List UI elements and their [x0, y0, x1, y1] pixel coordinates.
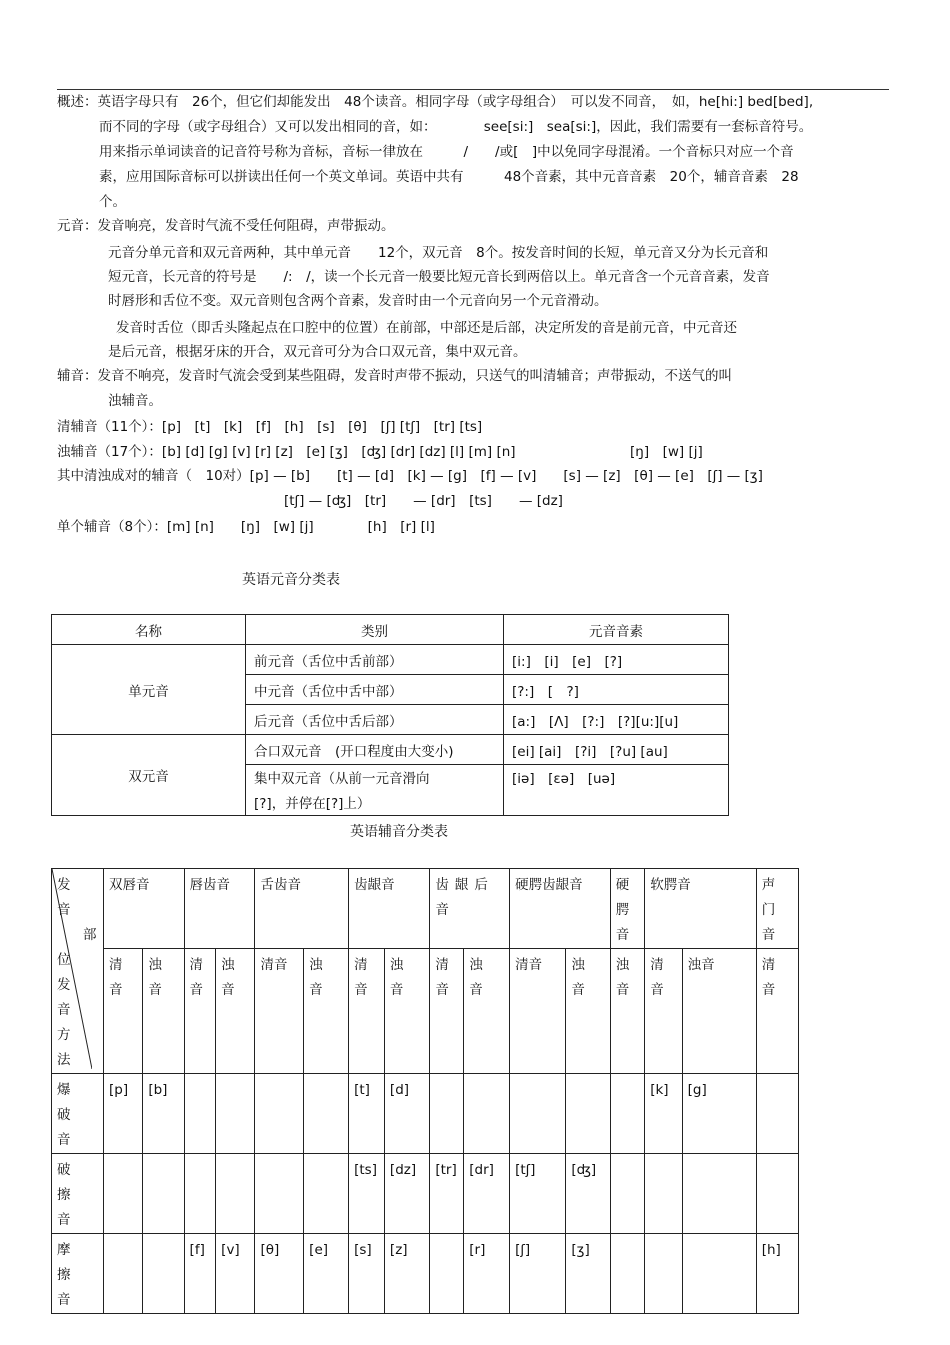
empty-cell: [216, 1074, 255, 1154]
plosive-t: [t]: [349, 1074, 385, 1154]
voicing-cell: [216, 949, 255, 1074]
overview-line-1: 概述：英语字母只有 26个，但它们却能发出 48个读音。相同字母（或字母组合） 可以发不同音， 如，he[hi:] bed[bed],: [57, 94, 814, 110]
voicing-cell: [430, 949, 464, 1074]
empty-cell: [255, 1074, 304, 1154]
place-palatal: [610, 869, 644, 949]
plosive-d: [d]: [384, 1074, 429, 1154]
voiceless-label: 清音: [435, 957, 449, 998]
empty-cell: [143, 1234, 184, 1314]
overview-line-4: 素，应用国际音标可以拼读出任何一个英文单词。英语中共有 48个音素，其中元音音素 20个，辅音音素 28: [99, 169, 799, 185]
fricative-v: [v]: [216, 1234, 255, 1314]
voiceless-consonants: 清辅音（11个）：[p] [t] [k] [f] [h] [s] [θ] [ʃ] [tʃ] [tr] [ts]: [57, 419, 483, 435]
vowel-phonemes-back: [a:] [Λ] [?:] [?][u:][u]: [504, 705, 729, 735]
empty-cell: [255, 1154, 304, 1234]
table-corner-header: [52, 869, 104, 1074]
plosive-b: [b]: [143, 1074, 184, 1154]
voiceless-label: 清音: [761, 957, 776, 998]
voiceless-label: 清音: [109, 957, 123, 998]
consonant-definition-cont: 浊辅音。: [108, 393, 162, 409]
voiced-label: 浊音: [309, 957, 323, 998]
empty-cell: [610, 1154, 644, 1234]
empty-cell: [430, 1074, 464, 1154]
plosive-p: [p]: [104, 1074, 143, 1154]
place-palatal-label: 硬腭音: [615, 877, 630, 943]
vowel-phonemes-front: [i:] [i] [e] [?]: [504, 645, 729, 675]
vowel-type-front: 前元音（舌位中舌前部）: [246, 645, 504, 675]
voiced-label: 浊音: [221, 957, 235, 998]
affricate-dzh: [ʤ]: [566, 1154, 610, 1234]
place-bilabial: 双唇音: [104, 869, 185, 949]
affricate-dr: [dr]: [464, 1154, 510, 1234]
place-postalveolar-label: 齿龈后音: [435, 877, 494, 918]
place-postalveolar: [430, 869, 510, 949]
vowel-header-name: 名称: [52, 615, 246, 645]
header-rule: [57, 89, 889, 90]
consonant-definition: 辅音：发音不响亮，发音时气流会受到某些阻碍，发音时声带不振动，只送气的叫清辅音；声带振动，不送气的叫: [57, 368, 732, 384]
empty-cell: [304, 1154, 349, 1234]
affricate-tsh: [tʃ]: [510, 1154, 566, 1234]
vowel-phonemes-closing: [ei] [ai] [?i] [?u] [au]: [504, 735, 729, 765]
empty-cell: [610, 1234, 644, 1314]
voiceless-label: 清音: [650, 957, 664, 998]
voicing-cell: [104, 949, 143, 1074]
paired-consonants-cont: [tʃ] — [ʤ] [tr] — [dr] [ts] — [dz]: [284, 493, 563, 509]
empty-cell: [143, 1154, 184, 1234]
empty-cell: [304, 1074, 349, 1154]
voiced-consonants-cont: [ŋ] [w] [j]: [630, 444, 703, 460]
empty-cell: [464, 1074, 510, 1154]
single-consonants: 单个辅音（8个）：[m] [n] [ŋ] [w] [j] [h] [r] [l]: [57, 519, 435, 535]
vowel-table: [51, 614, 729, 816]
empty-cell: [645, 1154, 682, 1234]
voiced-label: 浊音: [571, 957, 585, 998]
vowel-para-line-3: 时唇形和舌位不变。双元音则包含两个音素，发音时由一个元音向另一个元音滑动。: [108, 293, 608, 309]
empty-cell: [184, 1074, 216, 1154]
corner-place-label-2: 部: [83, 927, 97, 943]
vowel-type-central: 中元音（舌位中舌中部）: [246, 675, 504, 705]
single-vowel-label: 单元音: [52, 645, 246, 735]
empty-cell: [756, 1074, 798, 1154]
voicing-cell: [184, 949, 216, 1074]
fricative-r: [r]: [464, 1234, 510, 1314]
affricate-ts: [ts]: [349, 1154, 385, 1234]
voiceless-label: 清音: [354, 957, 368, 998]
vowel-phonemes-centering: [iə] [εə] [uə]: [504, 765, 729, 816]
affricate-tr: [tr]: [430, 1154, 464, 1234]
fricative-eth: [e]: [304, 1234, 349, 1314]
manner-cell: [52, 1154, 104, 1234]
double-vowel-label: 双元音: [52, 735, 246, 816]
voiced-label: 浊音: [615, 957, 630, 998]
consonant-table-title: 英语辅音分类表: [350, 824, 448, 840]
manner-cell: [52, 1074, 104, 1154]
voicing-cell: [610, 949, 644, 1074]
empty-cell: [184, 1154, 216, 1234]
fricative-f: [f]: [184, 1234, 216, 1314]
voiced-label: 浊音: [469, 957, 483, 998]
fricative-theta: [θ]: [255, 1234, 304, 1314]
place-glottal: [756, 869, 798, 949]
voiced-label: 浊音: [148, 957, 162, 998]
overview-line-3: 用来指示单词读音的记音符号称为音标，音标一律放在 / /或[ ]中以免同字母混淆。一个音标只对应一个音: [99, 144, 794, 160]
place-alveolar: 齿龈音: [349, 869, 430, 949]
corner-manner-label: 位发音方法: [57, 952, 71, 1068]
vowel-type-centering: [246, 765, 504, 816]
vowel-table-title: 英语元音分类表: [242, 572, 340, 588]
manner-fricative: 摩擦音: [57, 1242, 71, 1308]
empty-cell: [430, 1234, 464, 1314]
voicing-cell: [143, 949, 184, 1074]
corner-place-label: 发音: [57, 877, 71, 918]
voiced-label: 浊音: [389, 957, 404, 998]
voiceless-label: 清音: [510, 949, 566, 1074]
vowel-phonemes-central: [?:] [ ?]: [504, 675, 729, 705]
vowel-type-back: 后元音（舌位中舌后部）: [246, 705, 504, 735]
consonant-table: [51, 868, 799, 1314]
voicing-cell: [645, 949, 682, 1074]
empty-cell: [104, 1154, 143, 1234]
overview-line-2: 而不同的字母（或字母组合）又可以发出相同的音，如： see[si:] sea[si:]，因此，我们需要有一套标音符号。: [99, 119, 813, 135]
fricative-s: [s]: [349, 1234, 385, 1314]
place-glottal-label: 声门音: [761, 877, 776, 943]
voiced-label: 浊音: [682, 949, 756, 1074]
vowel-header-phonemes: 元音音素: [504, 615, 729, 645]
empty-cell: [510, 1074, 566, 1154]
overview-line-5: 个。: [99, 194, 126, 210]
vowel-para-line-4: 发音时舌位（即舌头隆起点在口腔中的位置）在前部，中部还是后部，决定所发的音是前元音，中元音还: [116, 320, 737, 336]
empty-cell: [566, 1074, 610, 1154]
empty-cell: [682, 1154, 756, 1234]
place-palato-alveolar: 硬腭齿龈音: [510, 869, 611, 949]
manner-affricate: 破擦音: [57, 1162, 71, 1228]
voicing-cell: [756, 949, 798, 1074]
voicing-cell: [566, 949, 610, 1074]
corner-diagonal-line: [52, 869, 92, 1069]
affricate-dz: [dz]: [384, 1154, 429, 1234]
voicing-cell: [304, 949, 349, 1074]
plosive-g: [g]: [682, 1074, 756, 1154]
voiceless-label: 清音: [255, 949, 304, 1074]
fricative-zh: [ʒ]: [566, 1234, 610, 1314]
vowel-type-centering-line2: [?]，并停在[?]上）: [254, 796, 371, 812]
voiceless-label: 清音: [189, 957, 204, 998]
plosive-k: [k]: [645, 1074, 682, 1154]
fricative-h: [h]: [756, 1234, 798, 1314]
place-labiodental: 唇齿音: [184, 869, 255, 949]
paired-consonants: 其中清浊成对的辅音（ 10对）[p] — [b] [t] — [d] [k] — [g] [f] — [v] [s] — [z] [θ] — [e] [ʃ] — [ʒ]: [57, 468, 763, 484]
empty-cell: [610, 1074, 644, 1154]
empty-cell: [645, 1234, 682, 1314]
vowel-definition: 元音：发音响亮，发音时气流不受任何阻碍，声带振动。: [57, 218, 395, 234]
vowel-para-line-1: 元音分单元音和双元音两种，其中单元音 12个，双元音 8个。按发音时间的长短，单元音又分为长元音和: [108, 245, 769, 261]
place-velar: 软腭音: [645, 869, 757, 949]
vowel-type-closing: 合口双元音 (开口程度由大变小): [246, 735, 504, 765]
vowel-header-type: 类别: [246, 615, 504, 645]
vowel-para-line-2: 短元音，长元音的符号是 /: /，读一个长元音一般要比短元音长到两倍以上。单元音含一个元音音素，发音: [108, 269, 770, 285]
manner-plosive: 爆破音: [57, 1082, 71, 1148]
empty-cell: [682, 1234, 756, 1314]
voicing-cell: [349, 949, 385, 1074]
empty-cell: [216, 1154, 255, 1234]
voiced-consonants: 浊辅音（17个）：[b] [d] [g] [v] [r] [z] [e] [ʒ] [ʤ] [dr] [dz] [l] [m] [n]: [57, 444, 516, 460]
vowel-para-line-5: 是后元音，根据牙床的开合，双元音可分为合口双元音，集中双元音。: [108, 344, 527, 360]
voicing-cell: [464, 949, 510, 1074]
place-dental: 舌齿音: [255, 869, 349, 949]
vowel-type-centering-line1: 集中双元音（从前一元音滑向: [254, 771, 430, 787]
empty-cell: [104, 1234, 143, 1314]
fricative-z: [z]: [384, 1234, 429, 1314]
empty-cell: [756, 1154, 798, 1234]
manner-cell: [52, 1234, 104, 1314]
voicing-cell: [384, 949, 429, 1074]
fricative-sh: [ʃ]: [510, 1234, 566, 1314]
